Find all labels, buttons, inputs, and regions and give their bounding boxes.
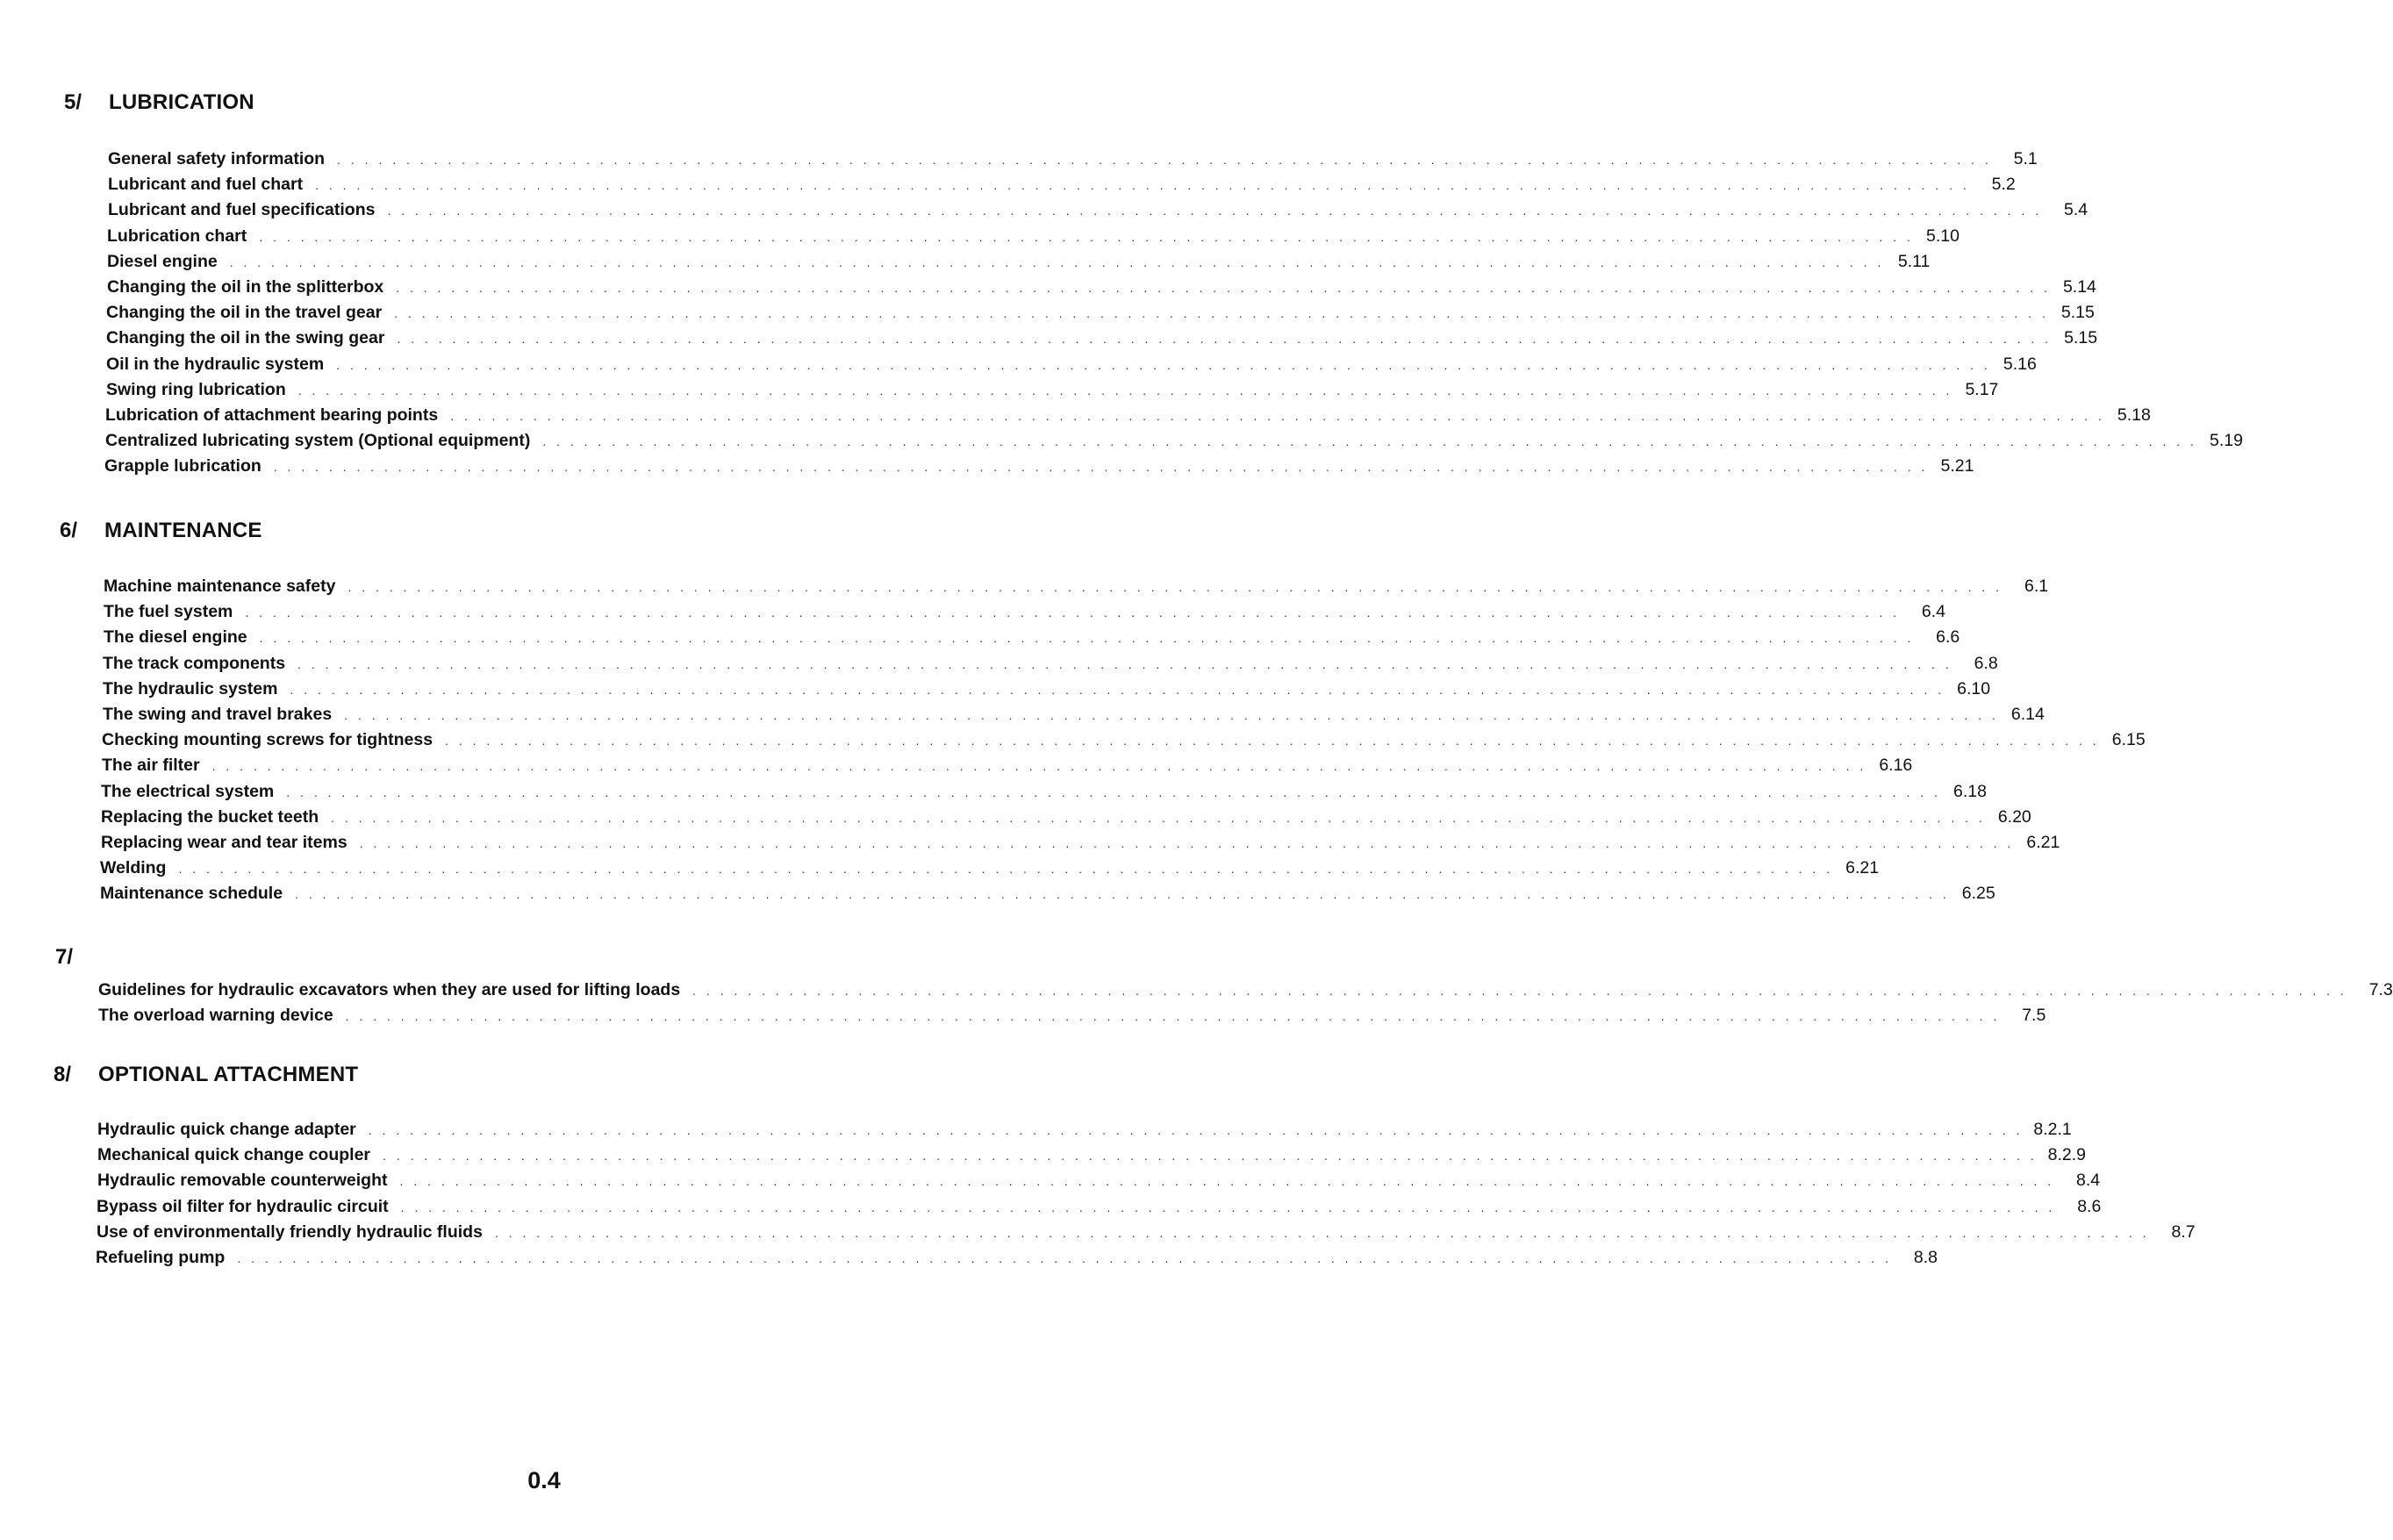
toc-entry-page: 5.19 [2210, 431, 2243, 451]
toc-entry-page: 6.21 [2026, 833, 2060, 852]
toc-entry[interactable] [101, 806, 2031, 832]
toc-entry[interactable] [100, 884, 1995, 908]
toc-entry-page: 6.21 [1845, 858, 1880, 878]
toc-entry[interactable] [103, 653, 1998, 678]
section-number: 5/ [64, 90, 82, 114]
toc-entry-label: Welding [100, 858, 167, 878]
toc-entry[interactable] [97, 1120, 2072, 1144]
toc-entry-label: Oil in the hydraulic system [106, 354, 325, 374]
toc-entry-page: 5.14 [2062, 277, 2096, 297]
toc-leader-dots: . . . . . . . . . . . . . . . . . . . . . . . . . . . . . . . . . . . . . . . . . . . . . . . . . . . . . . . . . . . . . . . . . . . . . . . . . . . . . . . . . . . . . . . . . . . . . . . . . . . . . . . . . . . . . . . . . . . . . . . . [259, 631, 1915, 646]
toc-leader-dots: . . . . . . . . . . . . . . . . . . . . . . . . . . . . . . . . . . . . . . . . . . . . . . . . . . . . . . . . . . . . . . . . . . . . . . . . . . . . . . . . . . . . . . . . . . . . . . . . . . . . . . . . . . . . . . . . . . . . . . . . [337, 153, 1992, 167]
toc-leader-dots: . . . . . . . . . . . . . . . . . . . . . . . . . . . . . . . . . . . . . . . . . . . . . . . . . . . . . . . . . . . . . . . . . . . . . . . . . . . . . . . . . . . . . . . . . . . . . . . . . . . . . . . . . . . . . . . . . . . . . . . . [387, 204, 2043, 218]
toc-leader-dots: . . . . . . . . . . . . . . . . . . . . . . . . . . . . . . . . . . . . . . . . . . . . . . . . . . . . . . . . . . . . . . . . . . . . . . . . . . . . . . . . . . . . . . . . . . . . . . . . . . . . . . . . . . . . . . . . . . . . . . . . [259, 229, 1914, 244]
toc-entry-label: The hydraulic system [103, 678, 278, 698]
toc-entry-page: 7.3 [2368, 980, 2393, 999]
toc-entry-page: 5.17 [1965, 379, 1999, 399]
toc-leader-dots: . . . . . . . . . . . . . . . . . . . . . . . . . . . . . . . . . . . . . . . . . . . . . . . . . . . . . . . . . . . . . . . . . . . . . . . . . . . . . . . . . . . . . . . . . . . . . . . . . . . . . . . . . . . . . . . . . . . . . . . . [368, 1123, 2024, 1137]
toc-leader-dots: . . . . . . . . . . . . . . . . . . . . . . . . . . . . . . . . . . . . . . . . . . . . . . . . . . . . . . . . . . . . . . . . . . . . . . . . . . . . . . . . . . . . . . . . . . . . . . . . . . . . . . . . . . . . . . . . . . . . . . . . [211, 759, 1867, 774]
toc-entry-label: Swing ring lubrication [106, 379, 286, 399]
toc-entry-label: Grapple lubrication [104, 456, 262, 476]
toc-leader-dots: . . . . . . . . . . . . . . . . . . . . . . . . . . . . . . . . . . . . . . . . . . . . . . . . . . . . . . . . . . . . . . . . . . . . . . . . . . . . . . . . . . . . . . . . . . . . . . . . . . . . . . . . . . . . . . . . . . . . . . . . [331, 810, 1986, 825]
toc-entry[interactable] [102, 730, 2146, 755]
toc-entry-page: 8.4 [2076, 1171, 2101, 1191]
toc-entry-label: Lubrication of attachment bearing points [105, 405, 439, 425]
toc-entry[interactable] [104, 627, 1960, 652]
toc-entry[interactable] [100, 858, 1880, 883]
toc-leader-dots: . . . . . . . . . . . . . . . . . . . . . . . . . . . . . . . . . . . . . . . . . . . . . . . . . . . . . . . . . . . . . . . . . . . . . . . . . . . . . . . . . . . . . . . . . . . . . . . . . . . . . . . . . . . . . . . . . . . . . . . . [692, 984, 2347, 998]
toc-entry-page: 6.4 [1921, 602, 1946, 622]
toc-entry[interactable] [97, 1171, 2101, 1195]
toc-entry[interactable] [102, 756, 1913, 780]
toc-entry-page: 8.8 [1913, 1248, 1938, 1267]
toc-entry[interactable] [97, 1145, 2087, 1170]
toc-leader-dots: . . . . . . . . . . . . . . . . . . . . . . . . . . . . . . . . . . . . . . . . . . . . . . . . . . . . . . . . . . . . . . . . . . . . . . . . . . . . . . . . . . . . . . . . . . . . . . . . . . . . . . . . . . . . . . . . . . . . . . . . [542, 434, 2197, 449]
toc-entry-page: 6.25 [1961, 884, 1995, 904]
toc-entry[interactable] [103, 678, 1991, 704]
toc-entry-label: The air filter [102, 756, 200, 776]
toc-entry-label: General safety information [108, 149, 326, 168]
toc-entry-page: 6.8 [1974, 653, 1998, 673]
toc-entry[interactable] [108, 175, 2016, 199]
toc-entry[interactable] [105, 431, 2243, 455]
section-number: 6/ [60, 519, 78, 542]
toc-leader-dots: . . . . . . . . . . . . . . . . . . . . . . . . . . . . . . . . . . . . . . . . . . . . . . . . . . . . . . . . . . . . . . . . . . . . . . . . . . . . . . . . . . . . . . . . . . . . . . . . . . . . . . . . . . . . . . . . . . . . . . . . [286, 784, 1941, 799]
toc-entry[interactable] [107, 277, 2096, 302]
toc-entry-label: Maintenance schedule [100, 884, 283, 904]
toc-entry-label: Lubricant and fuel chart [108, 175, 304, 195]
toc-entry-page: 8.6 [2077, 1196, 2102, 1216]
toc-leader-dots: . . . . . . . . . . . . . . . . . . . . . . . . . . . . . . . . . . . . . . . . . . . . . . . . . . . . . . . . . . . . . . . . . . . . . . . . . . . . . . . . . . . . . . . . . . . . . . . . . . . . . . . . . . . . . . . . . . . . . . . . [396, 281, 2051, 295]
toc-entry-page: 5.16 [2003, 354, 2037, 374]
toc-entry-label: Machine maintenance safety [104, 577, 336, 596]
toc-entry-page: 5.1 [2013, 149, 2038, 168]
toc-leader-dots: . . . . . . . . . . . . . . . . . . . . . . . . . . . . . . . . . . . . . . . . . . . . . . . . . . . . . . . . . . . . . . . . . . . . . . . . . . . . . . . . . . . . . . . . . . . . . . . . . . . . . . . . . . . . . . . . . . . . . . . . [229, 254, 1885, 269]
toc-entry[interactable] [97, 1221, 2196, 1247]
toc-entry-page: 5.15 [2060, 303, 2095, 323]
toc-leader-dots: . . . . . . . . . . . . . . . . . . . . . . . . . . . . . . . . . . . . . . . . . . . . . . . . . . . . . . . . . . . . . . . . . . . . . . . . . . . . . . . . . . . . . . . . . . . . . . . . . . . . . . . . . . . . . . . . . . . . . . . . [245, 605, 1901, 620]
toc-leader-dots: . . . . . . . . . . . . . . . . . . . . . . . . . . . . . . . . . . . . . . . . . . . . . . . . . . . . . . . . . . . . . . . . . . . . . . . . . . . . . . . . . . . . . . . . . . . . . . . . . . . . . . . . . . . . . . . . . . . . . . . . [336, 357, 1991, 372]
toc-entry-page: 6.14 [2010, 705, 2045, 724]
toc-entry-label: Mechanical quick change coupler [97, 1145, 371, 1165]
section-number: 8/ [54, 1063, 72, 1086]
section-number: 7/ [55, 945, 74, 969]
toc-entry-label: The diesel engine [104, 627, 247, 648]
toc-entry-page: 5.11 [1897, 251, 1931, 271]
toc-leader-dots: . . . . . . . . . . . . . . . . . . . . . . . . . . . . . . . . . . . . . . . . . . . . . . . . . . . . . . . . . . . . . . . . . . . . . . . . . . . . . . . . . . . . . . . . . . . . . . . . . . . . . . . . . . . . . . . . . . . . . . . . [315, 178, 1970, 193]
toc-entry-page: 5.4 [2064, 200, 2089, 220]
toc-entry-page: 6.1 [2024, 577, 2049, 596]
toc-entry[interactable] [107, 226, 1960, 251]
toc-entry-label: Replacing wear and tear items [101, 833, 347, 852]
toc-entry-label: The track components [103, 653, 286, 673]
section-title: MAINTENANCE [104, 519, 262, 542]
toc-entry-label: Changing the oil in the splitterbox [107, 277, 384, 297]
toc-entry[interactable] [101, 781, 1987, 806]
toc-leader-dots: . . . . . . . . . . . . . . . . . . . . . . . . . . . . . . . . . . . . . . . . . . . . . . . . . . . . . . . . . . . . . . . . . . . . . . . . . . . . . . . . . . . . . . . . . . . . . . . . . . . . . . . . . . . . . . . . . . . . . . . . [359, 836, 2015, 850]
toc-entry-page: 8.2.1 [2033, 1120, 2072, 1139]
toc-leader-dots: . . . . . . . . . . . . . . . . . . . . . . . . . . . . . . . . . . . . . . . . . . . . . . . . . . . . . . . . . . . . . . . . . . . . . . . . . . . . . . . . . . . . . . . . . . . . . . . . . . . . . . . . . . . . . . . . . . . . . . . . [347, 580, 2003, 594]
toc-entry-page: 5.15 [2064, 328, 2098, 348]
toc-entry-page: 6.18 [1952, 781, 1987, 801]
toc-entry-label: Guidelines for hydraulic excavators when they are used for lifting loads [98, 980, 681, 999]
toc-entry[interactable] [107, 251, 1931, 276]
toc-entry-label: Replacing the bucket teeth [101, 806, 319, 827]
toc-leader-dots: . . . . . . . . . . . . . . . . . . . . . . . . . . . . . . . . . . . . . . . . . . . . . . . . . . . . . . . . . . . . . . . . . . . . . . . . . . . . . . . . . . . . . . . . . . . . . . . . . . . . . . . . . . . . . . . . . . . . . . . . [345, 1009, 2001, 1024]
toc-entry[interactable] [106, 379, 1999, 405]
toc-leader-dots: . . . . . . . . . . . . . . . . . . . . . . . . . . . . . . . . . . . . . . . . . . . . . . . . . . . . . . . . . . . . . . . . . . . . . . . . . . . . . . . . . . . . . . . . . . . . . . . . . . . . . . . . . . . . . . . . . . . . . . . . [297, 383, 1953, 398]
toc-leader-dots: . . . . . . . . . . . . . . . . . . . . . . . . . . . . . . . . . . . . . . . . . . . . . . . . . . . . . . . . . . . . . . . . . . . . . . . . . . . . . . . . . . . . . . . . . . . . . . . . . . . . . . . . . . . . . . . . . . . . . . . . [397, 332, 2053, 347]
toc-leader-dots: . . . . . . . . . . . . . . . . . . . . . . . . . . . . . . . . . . . . . . . . . . . . . . . . . . . . . . . . . . . . . . . . . . . . . . . . . . . . . . . . . . . . . . . . . . . . . . . . . . . . . . . . . . . . . . . . . . . . . . . . [383, 1149, 2038, 1164]
toc-leader-dots: . . . . . . . . . . . . . . . . . . . . . . . . . . . . . . . . . . . . . . . . . . . . . . . . . . . . . . . . . . . . . . . . . . . . . . . . . . . . . . . . . . . . . . . . . . . . . . . . . . . . . . . . . . . . . . . . . . . . . . . . [344, 708, 1999, 722]
toc-entry-label: The swing and travel brakes [103, 705, 333, 724]
toc-entry-page: 8.7 [2171, 1221, 2196, 1242]
toc-leader-dots: . . . . . . . . . . . . . . . . . . . . . . . . . . . . . . . . . . . . . . . . . . . . . . . . . . . . . . . . . . . . . . . . . . . . . . . . . . . . . . . . . . . . . . . . . . . . . . . . . . . . . . . . . . . . . . . . . . . . . . . . [394, 306, 2049, 321]
toc-entry[interactable] [105, 405, 2151, 430]
toc-entry[interactable] [98, 980, 2393, 1005]
toc-entry-label: The fuel system [104, 602, 233, 622]
toc-leader-dots: . . . . . . . . . . . . . . . . . . . . . . . . . . . . . . . . . . . . . . . . . . . . . . . . . . . . . . . . . . . . . . . . . . . . . . . . . . . . . . . . . . . . . . . . . . . . . . . . . . . . . . . . . . . . . . . . . . . . . . . . [273, 460, 1929, 475]
toc-entry-label: Hydraulic removable counterweight [97, 1171, 388, 1191]
toc-entry[interactable] [101, 833, 2060, 857]
toc-leader-dots: . . . . . . . . . . . . . . . . . . . . . . . . . . . . . . . . . . . . . . . . . . . . . . . . . . . . . . . . . . . . . . . . . . . . . . . . . . . . . . . . . . . . . . . . . . . . . . . . . . . . . . . . . . . . . . . . . . . . . . . . [295, 887, 1950, 902]
toc-entry-page: 6.6 [1936, 627, 1960, 648]
toc-entry-label: Checking mounting screws for tightness [102, 730, 433, 750]
toc-entry-label: Diesel engine [107, 251, 218, 271]
toc-entry[interactable] [106, 328, 2098, 353]
toc-entry-label: Centralized lubricating system (Optional equipment) [105, 431, 531, 451]
toc-entry[interactable] [104, 577, 2049, 601]
toc-entry[interactable] [97, 1196, 2102, 1221]
toc-entry[interactable] [108, 149, 2038, 174]
toc-entry-page: 6.16 [1879, 756, 1913, 776]
toc-entry-label: The overload warning device [98, 1006, 333, 1026]
toc-entry-page: 5.2 [1991, 175, 2016, 195]
toc-entry[interactable] [106, 303, 2095, 327]
toc-leader-dots: . . . . . . . . . . . . . . . . . . . . . . . . . . . . . . . . . . . . . . . . . . . . . . . . . . . . . . . . . . . . . . . . . . . . . . . . . . . . . . . . . . . . . . . . . . . . . . . . . . . . . . . . . . . . . . . . . . . . . . . . [237, 1251, 1892, 1265]
toc-entry-label: Changing the oil in the travel gear [106, 303, 383, 323]
toc-leader-dots: . . . . . . . . . . . . . . . . . . . . . . . . . . . . . . . . . . . . . . . . . . . . . . . . . . . . . . . . . . . . . . . . . . . . . . . . . . . . . . . . . . . . . . . . . . . . . . . . . . . . . . . . . . . . . . . . . . . . . . . . [297, 656, 1952, 671]
toc-leader-dots: . . . . . . . . . . . . . . . . . . . . . . . . . . . . . . . . . . . . . . . . . . . . . . . . . . . . . . . . . . . . . . . . . . . . . . . . . . . . . . . . . . . . . . . . . . . . . . . . . . . . . . . . . . . . . . . . . . . . . . . . [450, 409, 2105, 423]
toc-entry-page: 5.10 [1925, 226, 1960, 246]
section-title: OPTIONAL ATTACHMENT [98, 1063, 359, 1086]
toc-entry-label: Lubrication chart [107, 226, 247, 246]
toc-entry-label: Hydraulic quick change adapter [97, 1120, 356, 1139]
toc-entry-label: Use of environmentally friendly hydraulic fluids [97, 1221, 483, 1242]
toc-entry[interactable] [98, 1006, 2046, 1030]
toc-entry-page: 8.2.9 [2047, 1145, 2087, 1165]
toc-leader-dots: . . . . . . . . . . . . . . . . . . . . . . . . . . . . . . . . . . . . . . . . . . . . . . . . . . . . . . . . . . . . . . . . . . . . . . . . . . . . . . . . . . . . . . . . . . . . . . . . . . . . . . . . . . . . . . . . . . . . . . . . [445, 734, 2100, 749]
toc-entry-label: Lubricant and fuel specifications [108, 200, 376, 220]
toc-entry-page: 6.10 [1957, 678, 1991, 698]
page-number: 0.4 [527, 1467, 561, 1493]
toc-entry[interactable] [104, 602, 1946, 627]
toc-entry[interactable] [96, 1248, 1938, 1272]
toc-entry-label: The electrical system [101, 781, 275, 801]
toc-leader-dots: . . . . . . . . . . . . . . . . . . . . . . . . . . . . . . . . . . . . . . . . . . . . . . . . . . . . . . . . . . . . . . . . . . . . . . . . . . . . . . . . . . . . . . . . . . . . . . . . . . . . . . . . . . . . . . . . . . . . . . . . [178, 862, 1834, 877]
toc-leader-dots: . . . . . . . . . . . . . . . . . . . . . . . . . . . . . . . . . . . . . . . . . . . . . . . . . . . . . . . . . . . . . . . . . . . . . . . . . . . . . . . . . . . . . . . . . . . . . . . . . . . . . . . . . . . . . . . . . . . . . . . . [399, 1174, 2055, 1189]
section-title: LUBRICATION [109, 90, 254, 114]
toc-entry-page: 7.5 [2022, 1006, 2046, 1026]
toc-leader-dots: . . . . . . . . . . . . . . . . . . . . . . . . . . . . . . . . . . . . . . . . . . . . . . . . . . . . . . . . . . . . . . . . . . . . . . . . . . . . . . . . . . . . . . . . . . . . . . . . . . . . . . . . . . . . . . . . . . . . . . . . [290, 682, 1945, 697]
toc-entry-label: Refueling pump [96, 1248, 226, 1267]
toc-entry[interactable] [108, 200, 2089, 225]
toc-entry-page: 6.15 [2111, 730, 2146, 750]
toc-entry-label: Changing the oil in the swing gear [106, 328, 385, 348]
toc-entry-page: 5.18 [2117, 405, 2151, 425]
toc-entry-label: Bypass oil filter for hydraulic circuit [97, 1196, 389, 1216]
toc-entry[interactable] [104, 456, 1974, 481]
toc-entry-page: 6.20 [1997, 806, 2031, 827]
toc-entry[interactable] [103, 705, 2045, 729]
toc-entry[interactable] [106, 354, 2037, 379]
toc-leader-dots: . . . . . . . . . . . . . . . . . . . . . . . . . . . . . . . . . . . . . . . . . . . . . . . . . . . . . . . . . . . . . . . . . . . . . . . . . . . . . . . . . . . . . . . . . . . . . . . . . . . . . . . . . . . . . . . . . . . . . . . . [400, 1200, 2056, 1214]
toc-entry-page: 5.21 [1940, 456, 1974, 476]
toc-leader-dots: . . . . . . . . . . . . . . . . . . . . . . . . . . . . . . . . . . . . . . . . . . . . . . . . . . . . . . . . . . . . . . . . . . . . . . . . . . . . . . . . . . . . . . . . . . . . . . . . . . . . . . . . . . . . . . . . . . . . . . . . [494, 1225, 2150, 1240]
